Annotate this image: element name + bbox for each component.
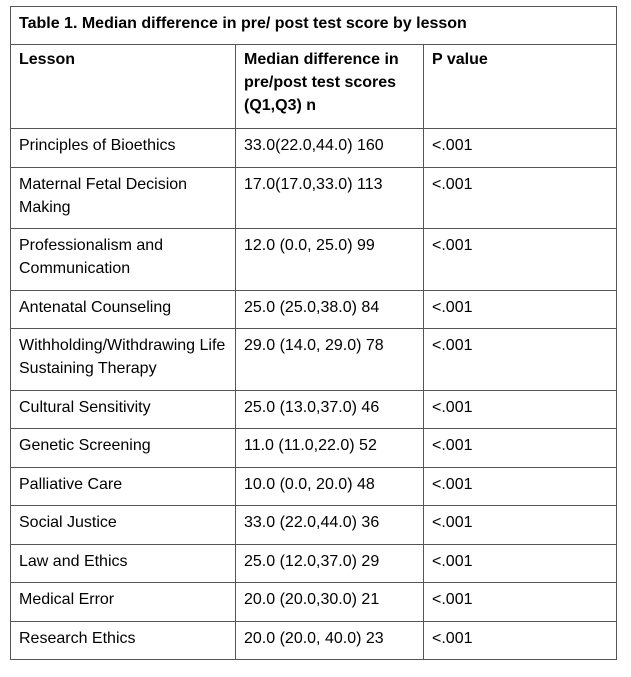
table-row bbox=[11, 329, 617, 391]
lesson-cell: Cultural Sensitivity bbox=[11, 390, 236, 429]
table-row bbox=[11, 583, 617, 622]
table-row bbox=[11, 167, 617, 229]
table-row bbox=[11, 467, 617, 506]
p-value-cell: <.001 bbox=[424, 290, 617, 329]
median-cell: 11.0 (11.0,22.0) 52 bbox=[236, 429, 424, 468]
p-value-cell: <.001 bbox=[424, 506, 617, 545]
lesson-cell: Principles of Bioethics bbox=[11, 129, 236, 168]
table-row bbox=[11, 129, 617, 168]
p-value-cell: <.001 bbox=[424, 467, 617, 506]
p-value-cell: <.001 bbox=[424, 429, 617, 468]
lesson-cell: Genetic Screening bbox=[11, 429, 236, 468]
lesson-score-table-container bbox=[10, 6, 616, 660]
median-cell: 17.0(17.0,33.0) 113 bbox=[236, 167, 424, 229]
table-caption: Table 1. Median difference in pre/ post test score by lesson bbox=[11, 7, 617, 45]
median-cell: 10.0 (0.0, 20.0) 48 bbox=[236, 467, 424, 506]
median-cell: 20.0 (20.0,30.0) 21 bbox=[236, 583, 424, 622]
table-row bbox=[11, 229, 617, 291]
header-p-value: P value bbox=[424, 45, 617, 129]
table-row bbox=[11, 390, 617, 429]
table-row bbox=[11, 290, 617, 329]
lesson-cell: Law and Ethics bbox=[11, 544, 236, 583]
lesson-cell: Professionalism and Communication bbox=[11, 229, 236, 291]
table-row bbox=[11, 544, 617, 583]
lesson-cell: Antenatal Counseling bbox=[11, 290, 236, 329]
p-value-cell: <.001 bbox=[424, 329, 617, 391]
median-cell: 12.0 (0.0, 25.0) 99 bbox=[236, 229, 424, 291]
median-cell: 33.0(22.0,44.0) 160 bbox=[236, 129, 424, 168]
p-value-cell: <.001 bbox=[424, 583, 617, 622]
median-cell: 33.0 (22.0,44.0) 36 bbox=[236, 506, 424, 545]
lesson-cell: Research Ethics bbox=[11, 621, 236, 660]
lesson-cell: Palliative Care bbox=[11, 467, 236, 506]
p-value-cell: <.001 bbox=[424, 390, 617, 429]
median-cell: 29.0 (14.0, 29.0) 78 bbox=[236, 329, 424, 391]
p-value-cell: <.001 bbox=[424, 544, 617, 583]
median-cell: 25.0 (13.0,37.0) 46 bbox=[236, 390, 424, 429]
table-caption-row bbox=[11, 7, 617, 45]
median-cell: 25.0 (12.0,37.0) 29 bbox=[236, 544, 424, 583]
header-lesson: Lesson bbox=[11, 45, 236, 129]
lesson-score-table bbox=[10, 6, 617, 660]
lesson-cell: Withholding/Withdrawing Life Sustaining Therapy bbox=[11, 329, 236, 391]
p-value-cell: <.001 bbox=[424, 621, 617, 660]
table-header-row bbox=[11, 45, 617, 129]
table-row bbox=[11, 621, 617, 660]
median-cell: 20.0 (20.0, 40.0) 23 bbox=[236, 621, 424, 660]
header-median-difference: Median difference in pre/post test scores (Q1,Q3) n bbox=[236, 45, 424, 129]
table-row bbox=[11, 429, 617, 468]
lesson-cell: Social Justice bbox=[11, 506, 236, 545]
lesson-cell: Maternal Fetal Decision Making bbox=[11, 167, 236, 229]
lesson-cell: Medical Error bbox=[11, 583, 236, 622]
p-value-cell: <.001 bbox=[424, 167, 617, 229]
p-value-cell: <.001 bbox=[424, 129, 617, 168]
p-value-cell: <.001 bbox=[424, 229, 617, 291]
table-row bbox=[11, 506, 617, 545]
median-cell: 25.0 (25.0,38.0) 84 bbox=[236, 290, 424, 329]
